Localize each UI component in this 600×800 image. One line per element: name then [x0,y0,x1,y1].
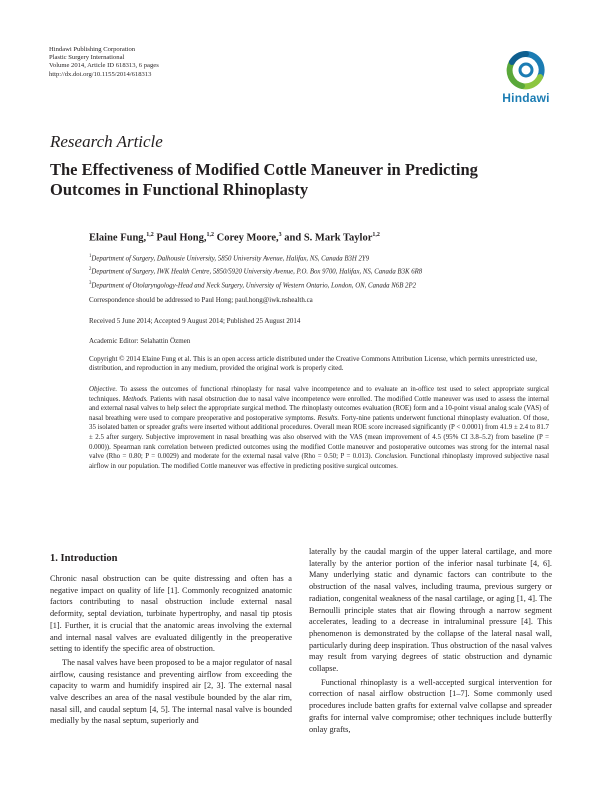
affiliation-item [89,278,569,291]
academic-editor: Academic Editor: Selahattin Özmen [89,337,191,345]
publisher-name: Hindawi Publishing Corporation [49,46,136,53]
abstract [89,385,549,471]
author-affiliation-marker: 1,2 [206,232,214,238]
body-paragraph: Chronic nasal obstruction can be quite distressing and often has a negative impact on quality of life [1]. Commonly recognized anatomic factors contributing to nasal obstruction include external nasal deformity, septal deviation, turbinate hypertrophy, and nasal tip ptosis [1]. Further, it is crucial that the anatomic areas involving the external and internal nasal valves are evaluated diligently in the preoperative setting to identify the specific area of obstruction. [50,574,292,654]
affiliation-text: Department of Otolaryngology-Head and Neck Surgery, University of Western Ontario, London, ON, Canada N6B 2P2 [91,281,416,289]
author-list [89,232,569,244]
abstract-objective-label: Objective. [89,386,118,393]
abstract-conclusion: Functional rhinoplasty improved subjective nasal airflow in our population. The modified Cottle maneuver was effective in predicting positive surgical outcomes. [89,453,549,470]
author-affiliation-marker: 3 [278,232,282,238]
hindawi-wordmark: Hindawi [502,91,550,105]
publication-dates: Received 5 June 2014; Accepted 9 August 2014; Published 25 August 2014 [89,317,301,325]
abstract-methods: Patients with nasal obstruction due to nasal valve incompetence were enrolled. The modified Cottle maneuver was used to assess the internal and external nasal valves to help select the appropriate surgical method. The rhinoplasty outcomes evaluation (ROE) form and a 10-point visual analog scale (VAS) of nasal breathing were used to compare preoperative and postoperative symptoms. [89,395,549,422]
author-name: Paul Hong, [153,232,207,244]
author-affiliation-marker: 1,2 [146,232,154,238]
article-title: The Effectiveness of Modified Cottle Maneuver in Predicting Outcomes in Functional Rhinoplasty [50,160,478,199]
affiliation-text: Department of Surgery, Dalhousie University, 5850 University Avenue, Halifax, NS, Canada B3H 2Y9 [91,255,370,263]
affiliation-text: Department of Surgery, IWK Health Centre, 5850/5920 University Avenue, P.O. Box 9700, Halifax, NS, Canada B3K 6R8 [91,268,423,276]
affiliation-marker: 1 [89,254,92,259]
abstract-conclusion-label: Conclusion. [374,453,408,461]
abstract-results-label: Results. [317,414,340,422]
author-name: and S. Mark Taylor [281,232,373,244]
abstract-results: Forty-nine patients underwent functional rhinoplasty evaluation. Of those, 35 isolated batten or spreader grafts were inserted without additional procedures. Overall mean ROE score increased significantly (P < 0.0001) from 41.9 ± 2.4 to 81.7 ± 2.5 after surgery. Subjective improvement in nasal breathing was also observed with the VAS (mean improvement of 4.5 (95% CI 3.8–5.2) from baseline (P = 0.000)). Spearman rank correlation between predicted outcomes using the modified Cottle maneuver and postoperative outcomes was strong for the internal nasal valve (Rho = 0.80; P = 0.0029) and moderate for the external nasal valve (Rho = 0.50; P = 0.013). [89,414,549,461]
body-paragraph: Functional rhinoplasty is a well-accepted surgical intervention for correction of nasal airflow obstruction [1–7]. Some commonly used procedures include batten grafts for external valve collapse and spreader grafts for internal valve compromise; other techniques include butterfly onlay grafts, [309,677,552,734]
abstract-objective: To assess the outcomes of functional rhinoplasty for nasal valve incompetence and to evaluate an in-office test used to select appropriate surgical techniques. [89,386,549,403]
author-name: Corey Moore, [214,232,279,244]
copyright-notice: Copyright © 2014 Elaine Fung et al. This is an open access article distributed under the Creative Commons Attribution License, which permits unrestricted use, distribution, and reproduction in any medium, provided the original work is properly cited. [89,355,538,373]
affiliations [89,251,569,291]
abstract-methods-label: Methods. [122,395,148,403]
article-type: Research Article [50,132,163,151]
affiliation-marker: 2 [89,267,92,273]
affiliation-marker: 3 [89,280,92,286]
section-heading-introduction: 1. Introduction [50,553,118,564]
journal-header [49,46,159,79]
body-paragraph: laterally by the caudal margin of the upper lateral cartilage, and more laterally by the anterior portion of the inferior nasal turbinate [4, 6]. Many underlying static and dynamic factors can contribute to the obstruction of the nasal valves, including trauma, previous surgery or radiation, congenital weakness of the nasal cartilage, or aging [1, 4]. The Bernoulli principle states that air flowing through a narrow segment accelerates, leading to a decrease in intraluminal pressure [4]. This phenomenon is demonstrated by the collapse of the lateral nasal wall, particularly during deep inspiration. Thus obstruction of the nasal valves may result from varying degrees of static obstruction and dynamic collapse. [309,547,552,674]
body-paragraph: The nasal valves have been proposed to be a major regulator of nasal airflow, causing resistance and preventing airflow from exceeding the capacity to warm and humidify inspired air [2, 3]. The external nasal valve describes an area of the nasal vestibule bounded by the alar rim, nasal sill, and caudal septum [4, 5]. The internal nasal valve is bounded medially by the nasal septum, superiorly and [50,657,292,726]
doi-link[interactable]: http://dx.doi.org/10.1155/2014/618313 [49,70,152,78]
body-column-left [50,573,292,727]
affiliation-item [89,264,569,277]
affiliation-item [89,251,569,264]
journal-name: Plastic Surgery International [49,54,125,62]
author-name: Elaine Fung, [89,232,147,244]
correspondence-line: Correspondence should be addressed to Paul Hong; paul.hong@iwk.nshealth.ca [89,296,313,304]
volume-info: Volume 2014, Article ID 618313, 6 pages [49,62,159,70]
body-column-right [309,546,552,735]
author-affiliation-marker: 1,2 [372,232,380,238]
